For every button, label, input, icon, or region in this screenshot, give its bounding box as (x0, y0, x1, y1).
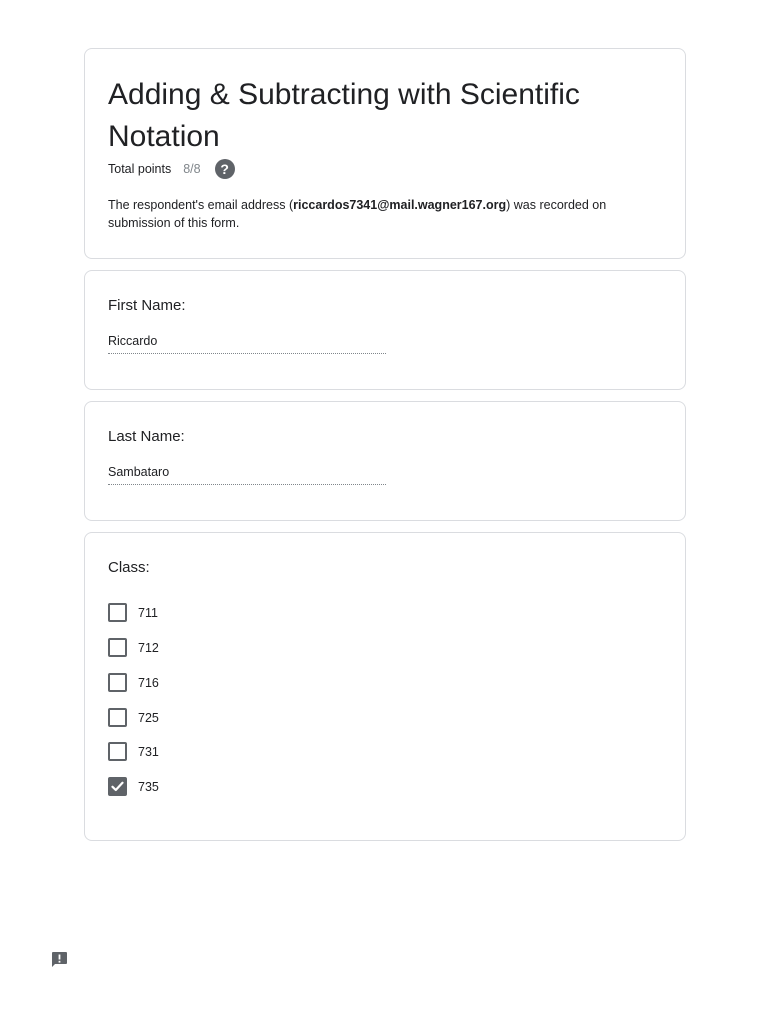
email-note-suffix: ) was recorded on submission of this form. (108, 198, 607, 230)
form-title: Adding & Subtracting with Scientific Notation (108, 78, 580, 153)
class-option-716[interactable] (108, 673, 159, 692)
class-option-731[interactable] (108, 742, 159, 761)
option-label: 716 (138, 675, 159, 690)
class-option-735[interactable] (108, 777, 159, 796)
option-label: 712 (138, 640, 159, 655)
checkbox-731[interactable] (108, 742, 127, 761)
total-points-value: 8/8 (183, 162, 201, 176)
checkbox-712[interactable] (108, 638, 127, 657)
checkbox-735[interactable] (108, 777, 127, 796)
check-icon (111, 781, 124, 792)
answer-first-name: Riccardo (108, 334, 386, 354)
question-title-last-name: Last Name: (108, 428, 185, 445)
option-label: 725 (138, 710, 159, 725)
form-header-card (84, 48, 686, 259)
class-option-711[interactable] (108, 603, 158, 622)
class-option-712[interactable] (108, 638, 159, 657)
question-card-class (84, 532, 686, 841)
feedback-icon[interactable] (49, 950, 69, 970)
respondent-email: riccardos7341@mail.wagner167.org (293, 198, 507, 212)
help-icon[interactable]: ? (215, 159, 235, 179)
email-note-prefix: The respondent's email address ( (108, 198, 294, 212)
question-title-class: Class: (108, 559, 150, 576)
option-label: 711 (138, 605, 158, 620)
total-points-label: Total points (108, 162, 172, 176)
question-card-first-name (84, 270, 686, 390)
checkbox-716[interactable] (108, 673, 127, 692)
answer-last-name: Sambataro (108, 465, 386, 485)
total-points (108, 159, 235, 179)
email-recorded-note (108, 196, 668, 232)
question-title-first-name: First Name: (108, 297, 186, 314)
option-label: 731 (138, 744, 159, 759)
question-card-last-name (84, 401, 686, 521)
class-option-725[interactable] (108, 708, 159, 727)
checkbox-711[interactable] (108, 603, 127, 622)
checkbox-725[interactable] (108, 708, 127, 727)
option-label: 735 (138, 779, 159, 794)
